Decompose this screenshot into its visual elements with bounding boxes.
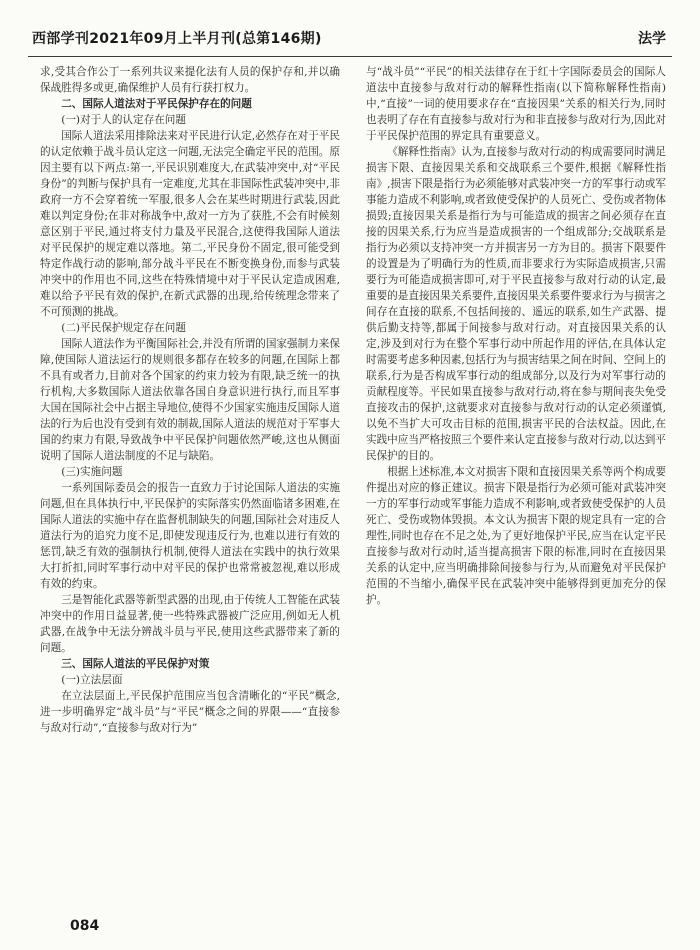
subsection-heading: (一)立法层面 <box>61 674 123 686</box>
paragraph: 求,受其合作公丁一系列共议来提化法有人员的保护存和,并以确保战胜得多或更,确保维护人员有行获打权力。 <box>40 66 340 94</box>
paragraph: 根据上述标准,本文对损害下限和直接因果关系等两个构成要件提出对应的修正建议。损害下限是指行为必须可能对武装冲突一方的军事行动或军事能力造成不利影响,或者致使受保护的人员死亡、受伤或物体毁损。本文认为损害下限的规定具有一定的合理性,同时也存在不足之处,为了更好地保护平民,应当在认定平民直接参与敌对行动时,适当提高损害下限的标准,同时在直接因果关系的认定中,应当明确排除间接参与行为,从而避免对平民保护范围的不当缩小,确保平民在武装冲突中能够得到更加充分的保护。 <box>366 466 666 606</box>
paragraph: 三是智能化武器等新型武器的出现,由于传统人工智能在武装冲突中的作用日益显著,使一些特殊武器被广泛应用,例如无人机武器,在战争中无法分辨战斗员与平民,使用这些武器带来了新的问题。 <box>40 594 340 654</box>
section-heading: 三、国际人道法的平民保护对策 <box>61 658 210 670</box>
page-header <box>28 18 672 60</box>
paragraph: 《解释性指南》认为,直接参与敌对行动的构成需要同时满足损害下限、直接因果关系和交战联系三个要件,根据《解释性指南》,损害下限是指行为必须能够对武装冲突一方的军事行动或军事能力造成不利影响,或者致使受保护的人员死亡、受伤或者物体损毁;直接因果关系是指行为与可能造成的损害之间必须存在直接的因果关系,行为应当是造成损害的一个组成部分;交战联系是指行为必须以支持冲突一方并损害另一方为目的。损害下限要件的设置是为了明确行为的性质,而非要求行为实际造成损害,只需要行为可能造成损害即可,对于平民直接参与敌对行动的认定,最重要的是直接因果关系要件,直接因果关系要件要求行为与损害之间存在直接的联系,不包括间接的、遥远的联系,如生产武器、提供后勤支持等,都属于间接参与敌对行动。对直接因果关系的认定,涉及到对行为在整个军事行动中所起作用的评估,在具体认定时需要考虑多种因素,包括行为与损害结果之间在时间、空间上的联系,行为是否构成军事行动的组成部分,以及行为对军事行动的贡献程度等。平民如果直接参与敌对行动,将在参与期间丧失免受直接攻击的保护,这就要求对直接参与敌对行动的认定必须谨慎,以免不当扩大可攻击目标的范围,损害平民的合法权益。因此,在实践中应当严格按照三个要件来认定直接参与敌对行动,以达到平民保护的目的。 <box>366 146 666 462</box>
paragraph: 国际人道法作为平衡国际社会,并没有所谓的国家强制力来保障,使国际人道法运行的规则很多都存在较多的问题,在国际上都不具有或者力,目前对各个国家的约束力较为有限,缺乏统一的执行机构,大多数国际人道法依靠各国自身意识进行执行,而且军事大国在国际社会中占据主导地位,使得不少国家实施违反国际人道法的行为后也没有受到有效的制裁,国际人道法的规范对于军事大国的约束力有限,导致战争中平民保护问题依然严峻,这也从侧面说明了国际人道法制度的不足与缺陷。 <box>40 338 340 462</box>
section-heading: 二、国际人道法对于平民保护存在的问题 <box>61 98 252 110</box>
header-divider <box>28 56 672 57</box>
paragraph: 在立法层面上,平民保护范围应当包含清晰化的“平民”概念,进一步明确界定“战斗员”与“平民”概念之间的界限——“直接参与敌对行动”,“直接参与敌对行为” <box>40 690 340 734</box>
subsection-heading: (二)平民保护规定存在问题 <box>61 322 186 334</box>
page-number: 084 <box>70 918 100 934</box>
paragraph: 国际人道法采用排除法来对平民进行认定,必然存在对于平民的认定依赖于战斗员认定这一问题,无法完全确定平民的范围。原因主要有以下两点:第一,平民识别难度大,在武装冲突中,对“平民身份”的判断与保护具有一定难度,尤其在非国际性武装冲突中,非政府一方不会穿着统一军服,很多人会在某些时期进行武装,因此难以判定身份;在非对称战争中,敌对一方为了获胜,不会有时候刻意区别于平民,通过将支付力量及平民混合,这使得我国际人道法对平民保护的规定难以落地。第二,平民身份不固定,很可能受到特定作战行动的影响,部分战斗平民在不断变换身份,而参与武装冲突中的作用也不同,这些在特殊情境中对于平民认定造成困难,难以给予平民有效的保护,在新式武器的出现,给传统理念带来了不可预测的挑战。 <box>40 130 340 318</box>
left-column <box>40 64 340 894</box>
paragraph: 一系列国际委员会的报告一直致力于讨论国际人道法的实施问题,但在具体执行中,平民保护的实际落实仍然面临诸多困难,在国际人道法的实施中存在监督机制缺失的问题,国际社会对违反人道法行为的追究力度不足,即使发现违反行为,也难以进行有效的惩罚,缺乏有效的强制执行机制,使得人道法在实践中的执行效果大打折扣,同时军事行动中对平民的保护也常常被忽视,难以形成有效的约束。 <box>40 482 340 590</box>
subsection-heading: (一)对于人的认定存在问题 <box>61 114 186 126</box>
paragraph: 与“战斗员”“平民”的相关法律存在于红十字国际委员会的国际人道法中直接参与敌对行动的解释性指南(以下简称解释性指南)中,“直接”一词的使用要求存在“直接因果”关系的相关行为,同时也表明了存在有直接参与敌对行为和非直接参与敌对行为,因此对于平民保护范围的界定具有重要意义。 <box>366 66 666 142</box>
journal-title: 西部学刊2021年09月上半月刊(总第146期) <box>32 31 322 47</box>
right-column <box>366 64 666 894</box>
article-body <box>40 64 666 894</box>
section-label: 法学 <box>638 31 666 47</box>
subsection-heading: (三)实施问题 <box>61 466 123 478</box>
